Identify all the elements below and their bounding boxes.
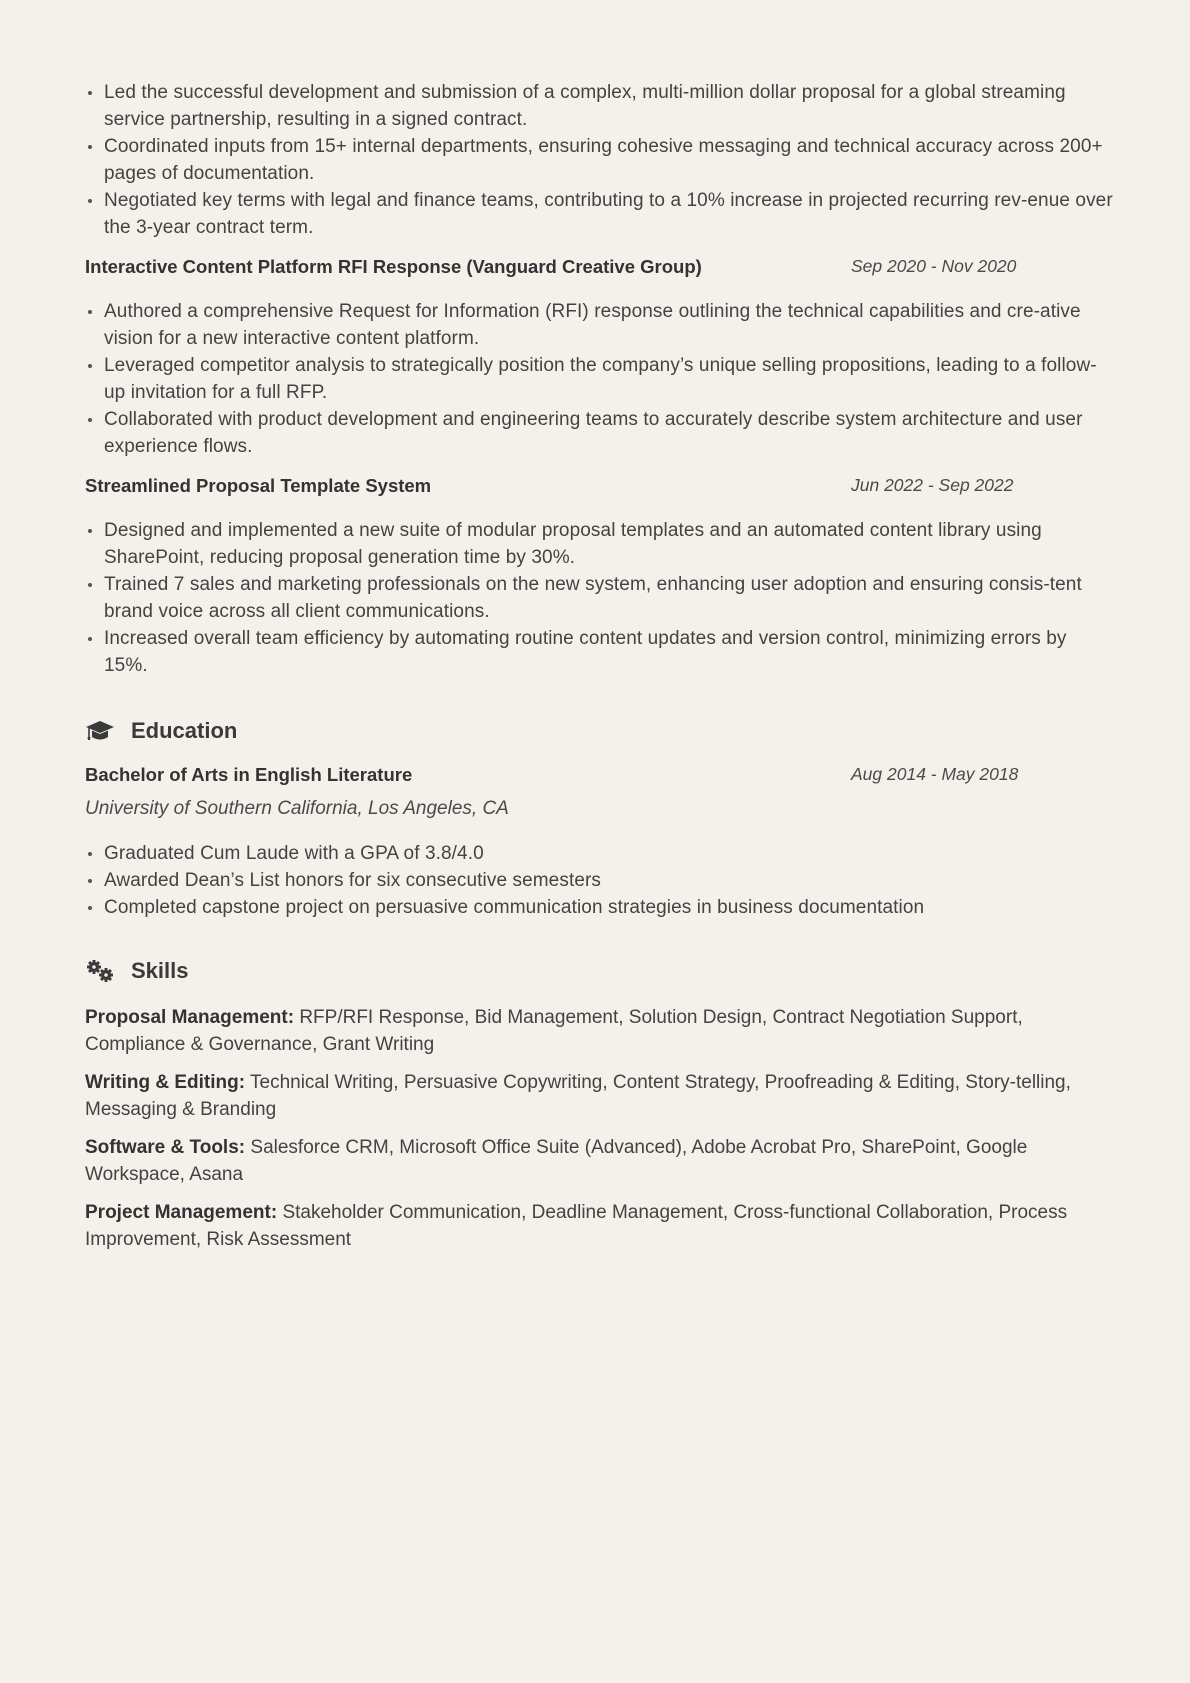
bullet-item: Completed capstone project on persuasive communication strategies in business documentation [85,894,1115,921]
project-header [85,253,1115,280]
project-title: Streamlined Proposal Template System [85,475,432,496]
project-bullets [85,298,1115,460]
skills-section [85,955,1115,1253]
bullet-item: Collaborated with product development and engineering teams to accurately describe system architecture and user experience flows. [85,406,1115,460]
bullet-item: Increased overall team efficiency by automating routine content updates and version control, minimizing errors by 15%. [85,625,1115,679]
bullet-item: Coordinated inputs from 15+ internal departments, ensuring cohesive messaging and technical accuracy across 200+ pages of documentation. [85,133,1115,187]
skill-row [85,1004,1115,1058]
skill-label: Project Management: [85,1202,278,1223]
section-title: Skills [131,958,189,983]
gears-icon [85,958,116,984]
bullet-item: Graduated Cum Laude with a GPA of 3.8/4.0 [85,840,1115,867]
degree-title: Bachelor of Arts in English Literature [85,764,413,785]
project-entry [85,472,1115,679]
skill-value: Salesforce CRM, Microsoft Office Suite (Advanced), Adobe Acrobat Pro, SharePoint, Google Workspace, Asana [85,1137,1028,1185]
project-bullets [85,79,1115,241]
skill-row [85,1199,1115,1253]
skill-row [85,1069,1115,1123]
education-date: Aug 2014 - May 2018 [851,764,1019,784]
bullet-item: Leveraged competitor analysis to strategically position the company’s unique selling propositions, leading to a follow-up invitation for a full RFP. [85,352,1115,406]
bullet-item: Awarded Dean’s List honors for six consecutive semesters [85,867,1115,894]
education-bullets [85,840,1115,921]
bullet-item: Led the successful development and submission of a complex, multi-million dollar proposal for a global streaming service partnership, resulting in a signed contract. [85,79,1115,133]
project-title: Interactive Content Platform RFI Response (Vanguard Creative Group) [85,256,702,277]
project-bullets [85,517,1115,679]
bullet-item: Trained 7 sales and marketing professionals on the new system, enhancing user adoption and ensuring consis-tent brand voice across all client communications. [85,571,1115,625]
graduation-cap-icon [85,718,116,744]
bullet-item: Negotiated key terms with legal and finance teams, contributing to a 10% increase in projected recurring rev-enue over the 3-year contract term. [85,187,1115,241]
bullet-item: Designed and implemented a new suite of modular proposal templates and an automated content library using SharePoint, reducing proposal generation time by 30%. [85,517,1115,571]
skill-value: RFP/RFI Response, Bid Management, Solution Design, Contract Negotiation Support, Compliance & Governance, Grant Writing [85,1007,1023,1055]
school-name: University of Southern California, Los Angeles, CA [85,798,509,819]
skill-label: Software & Tools: [85,1137,246,1158]
skill-value: Stakeholder Communication, Deadline Management, Cross-functional Collaboration, Process Improvement, Risk Assessment [85,1202,1068,1250]
section-header [85,955,1115,987]
education-header [85,761,1115,788]
project-entry [85,79,1115,241]
project-date: Sep 2020 - Nov 2020 [851,256,1017,276]
resume-content [85,79,1115,1253]
skill-label: Proposal Management: [85,1007,295,1028]
project-entry [85,253,1115,460]
bullet-item: Authored a comprehensive Request for Information (RFI) response outlining the technical capabilities and cre-ative vision for a new interactive content platform. [85,298,1115,352]
skill-value: Technical Writing, Persuasive Copywriting, Content Strategy, Proofreading & Editing, Story-telling, Messaging & Branding [85,1072,1071,1120]
project-header [85,472,1115,499]
education-section [85,715,1115,921]
skill-row [85,1134,1115,1188]
skill-label: Writing & Editing: [85,1072,246,1093]
section-title: Education [131,718,238,743]
project-date: Jun 2022 - Sep 2022 [851,475,1014,495]
section-header [85,715,1115,747]
